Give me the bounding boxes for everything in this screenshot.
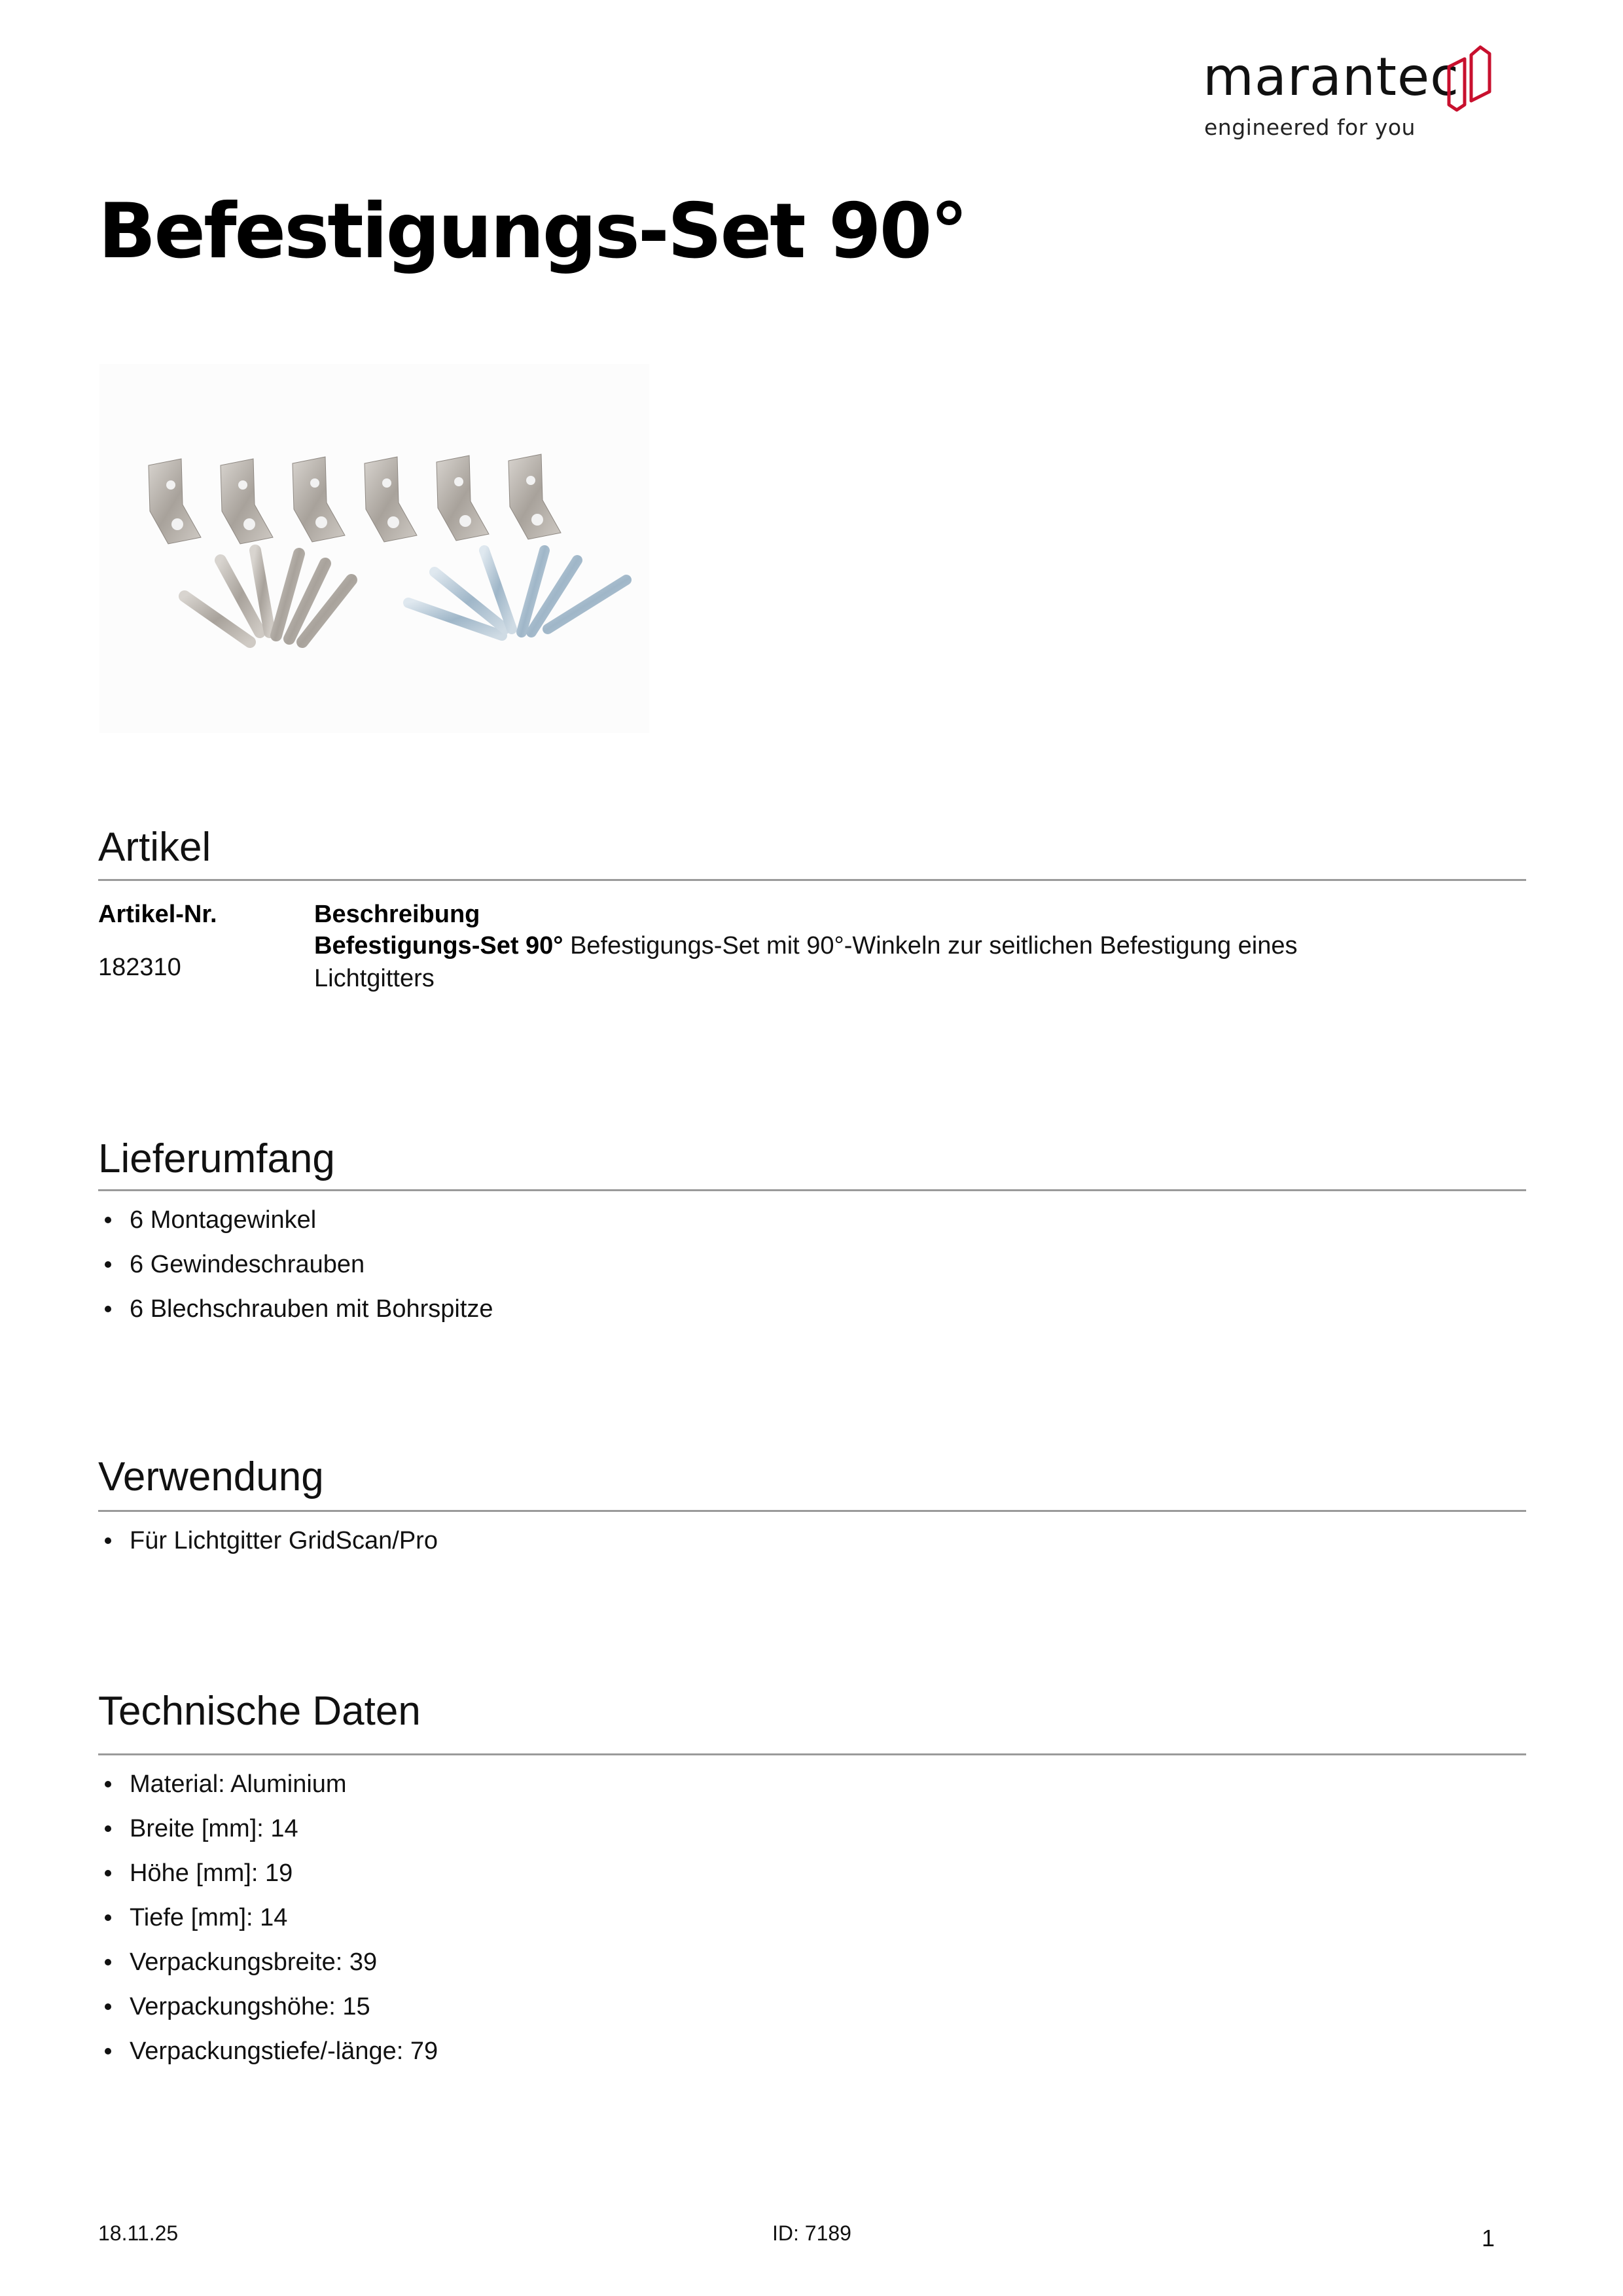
bullet-icon [105,1537,111,1544]
marantec-logo-icon [1446,45,1493,113]
list-item [98,1940,438,1984]
footer-document-id: ID: 7189 [772,2221,851,2245]
artikel-number: 182310 [98,954,181,981]
bullet-icon [105,1870,111,1876]
bullet-icon [105,1959,111,1965]
artikel-description [314,929,1525,995]
list-item [98,1851,438,1895]
artikel-name: Befestigungs-Set 90° [314,932,563,960]
column-header-artikel-nr: Artikel-Nr. [98,901,217,928]
mounting-brackets [149,454,561,544]
list-item-text: Tiefe [mm]: 14 [130,1904,288,1931]
product-image [99,364,649,733]
footer-date: 18.11.25 [98,2221,179,2245]
list-item-text: Höhe [mm]: 19 [130,1859,293,1887]
section-heading-artikel: Artikel [98,825,211,870]
list-item-text: Verpackungstiefe/-länge: 79 [130,2037,438,2065]
bullet-icon [105,1217,111,1223]
footer-page-number: 1 [1482,2225,1495,2251]
list-item-text: 6 Montagewinkel [130,1206,317,1234]
technische-daten-list [98,1762,438,2073]
list-item-text: Verpackungsbreite: 39 [130,1948,378,1976]
page-title: Befestigungs-Set 90° [98,187,967,276]
bullet-icon [105,2003,111,2010]
section-heading-technische-daten: Technische Daten [98,1689,421,1734]
brand-wordmark: marantec [1203,46,1460,107]
list-item [98,1287,493,1331]
bullet-icon [105,2048,111,2054]
artikel-description-text: Befestigungs-Set mit 90°-Winkeln zur seitlichen Befestigung eines [570,932,1298,960]
list-item [98,1518,438,1563]
section-divider [98,879,1526,881]
brand-logo [1203,41,1504,145]
section-heading-lieferumfang: Lieferumfang [98,1136,335,1181]
bullet-icon [105,1914,111,1921]
list-item-text: 6 Blechschrauben mit Bohrspitze [130,1295,493,1323]
list-item [98,1242,493,1287]
brand-tagline: engineered for you [1204,115,1416,140]
list-item-text: 6 Gewindeschrauben [130,1251,365,1278]
bullet-icon [105,1261,111,1268]
lieferumfang-list [98,1198,493,1331]
section-heading-verwendung: Verwendung [98,1454,324,1499]
list-item-text: Verpackungshöhe: 15 [130,1993,370,2020]
bullet-icon [105,1306,111,1312]
list-item [98,1762,438,1806]
list-item [98,2029,438,2073]
list-item-text: Für Lichtgitter GridScan/Pro [130,1527,438,1554]
section-divider [98,1189,1526,1191]
list-item [98,1984,438,2029]
section-divider [98,1510,1526,1512]
list-item-text: Material: Aluminium [130,1770,347,1798]
section-divider [98,1753,1526,1755]
bullet-icon [105,1825,111,1832]
list-item [98,1198,493,1242]
list-item [98,1895,438,1940]
threaded-screws [185,550,351,642]
self-drilling-screws [408,550,626,636]
column-header-beschreibung: Beschreibung [314,901,480,928]
list-item [98,1806,438,1851]
bullet-icon [105,1781,111,1787]
product-photo-illustration [99,364,649,733]
list-item-text: Breite [mm]: 14 [130,1815,298,1842]
verwendung-list [98,1518,438,1563]
artikel-description-text-cont: Lichtgitters [314,965,435,992]
